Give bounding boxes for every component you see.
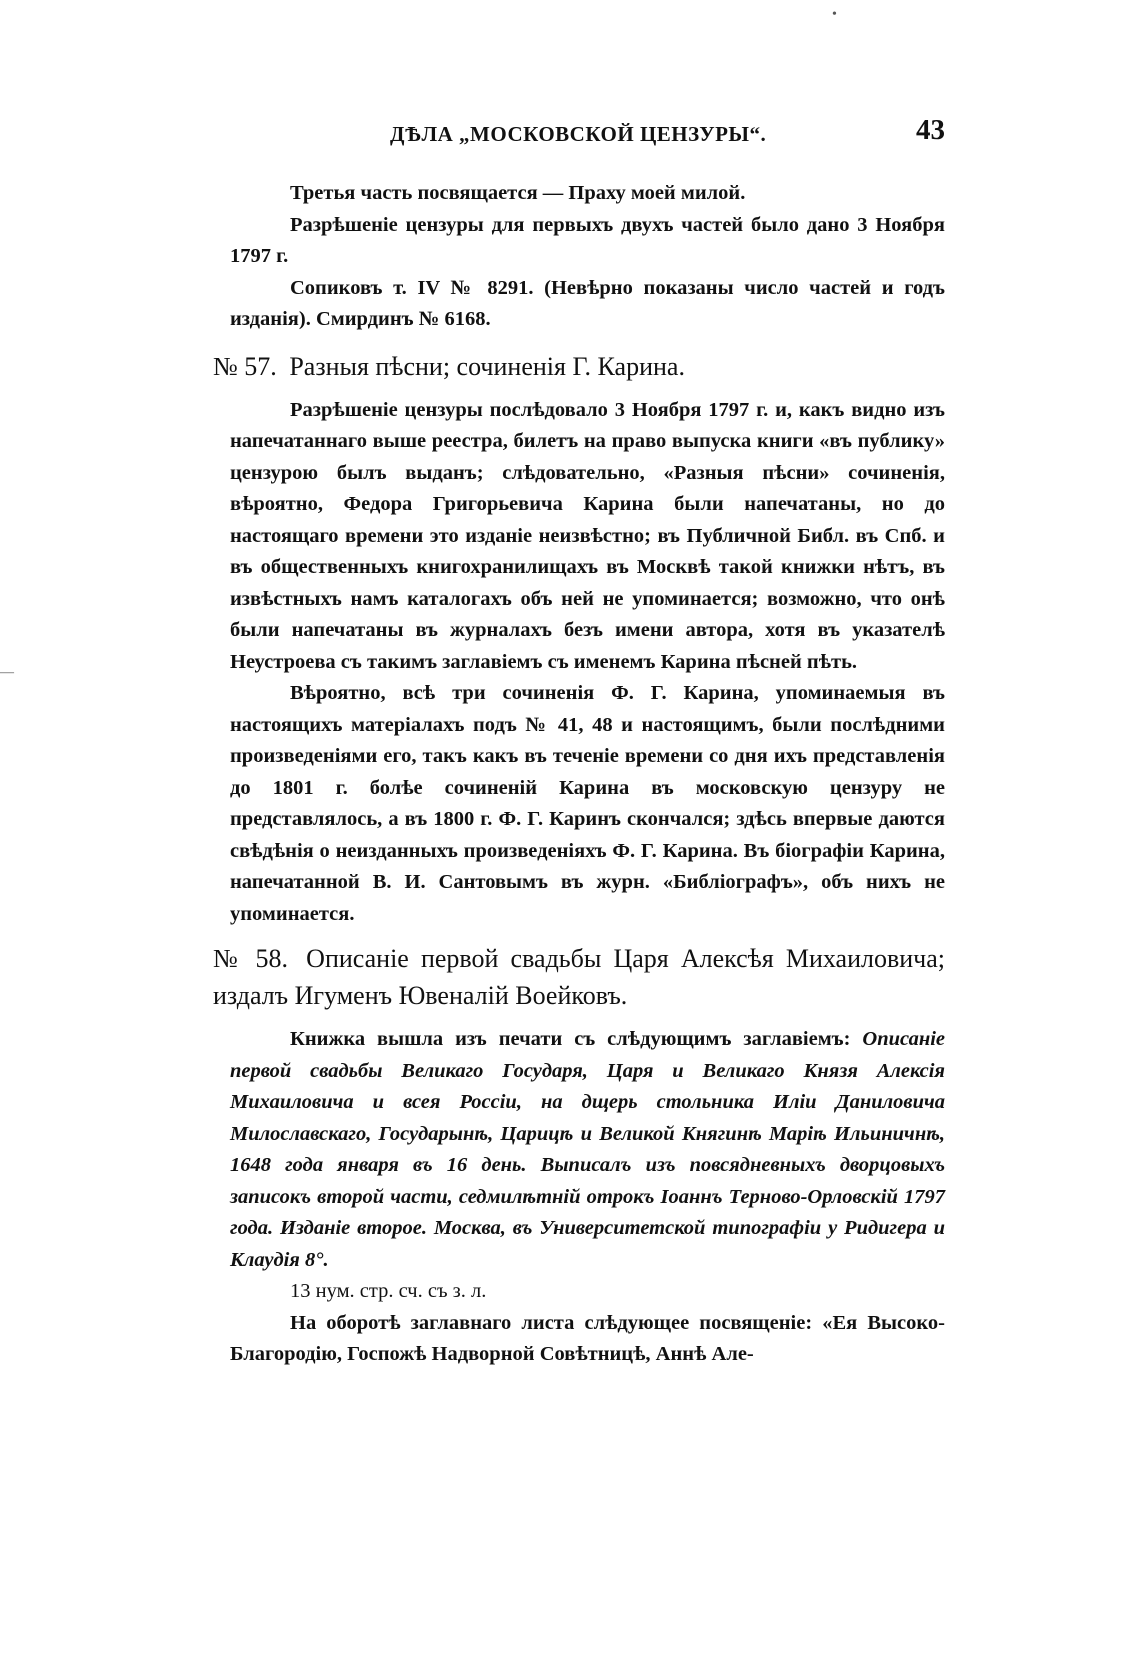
entry-58-heading: [213, 940, 945, 1014]
entry-58-number: № 58.: [213, 944, 289, 973]
entry-58-paragraph-2: На оборотѣ заглавнаго листа слѣдующее посвященіе: «Ея Высоко-Благородію, Госпожѣ Надворной Совѣтницѣ, Аннѣ Але-: [230, 1311, 945, 1365]
page-body: [213, 178, 946, 1371]
running-head: [230, 114, 945, 154]
entry-58-book-title: Описаніе первой свадьбы Великаго Государя, Царя и Великаго Князя Алексія Михаиловича и всея Россіи, на дщерь стольника Иліи Даниловича Милославскаго, Государынѣ, Царицѣ и Великой Княгинѣ Маріѣ Ильиничнѣ, 1648 года января въ 16 день. Выписалъ изъ повсядневныхъ дворцовыхъ записокъ второй части, седмилѣтній отрокъ Іоаннъ Терново-Орловскій 1797 года. Изданіе второе. Москва, въ Университетской типографіи у Ридигера и Клаудія 8°.: [230, 1028, 945, 1271]
entry-58-pagination-note: 13 нум. стр. сч. съ з. л.: [290, 1280, 487, 1302]
entry-58-title: Описаніе первой свадьбы Царя Алексѣя Михаиловича; издалъ Игуменъ Ювеналій Воейковъ.: [213, 944, 946, 1010]
print-speck: —: [0, 665, 14, 680]
entry-57-title: Разныя пѣсни; сочиненія Г. Карина.: [289, 351, 685, 381]
paragraph-references: Сопиковъ т. IV № 8291. (Невѣрно показаны число частей и годъ изданія). Смирдинъ № 6168.: [230, 276, 945, 330]
entry-57-paragraph-2: Вѣроятно, всѣ три сочиненія Ф. Г. Карина, упоминаемыя въ настоящихъ матеріалахъ подъ № 41, 48 и настоящимъ, были послѣдними произведеніями его, такъ какъ въ теченіе времени со дня ихъ представленія до 1801 г. болѣе сочиненій Карина въ московскую цензуру не представлялось, а въ 1800 г. Ф. Г. Каринъ скончался; здѣсь впервые даются свѣдѣнія о неизданныхъ произведеніяхъ Ф. Г. Карина. Въ біографіи Карина, напечатанной В. И. Сантовымъ въ журн. «Библіографъ», объ нихъ не упоминается.: [230, 682, 945, 925]
entry-57-paragraph-1: Разрѣшеніе цензуры послѣдовало 3 Ноября 1797 г. и, какъ видно изъ напечатаннаго выше реестра, билетъ на право выпуска книги «въ публику» цензурою былъ выданъ; слѣдовательно, «Разныя пѣсни» сочиненія, вѣроятно, Федора Григорьевича Карина были напечатаны, но до настоящаго времени это изданіе неизвѣстно; въ Публичной Библ. въ Спб. и въ общественныхъ книгохранилищахъ въ Москвѣ такой книжки нѣтъ, въ извѣстныхъ намъ каталогахъ объ ней не упоминается; возможно, что онѣ были напечатаны въ журналахъ безъ имени автора, хотя въ указателѣ Неустроева съ такимъ заглавіемъ съ именемъ Карина пѣсней пѣть.: [230, 398, 945, 673]
print-speck: •: [832, 7, 837, 22]
paragraph-censorship: Разрѣшеніе цензуры для первыхъ двухъ частей было дано 3 Ноября 1797 г.: [230, 213, 945, 267]
entry-57-heading: [213, 348, 945, 385]
page-number: 43: [916, 114, 945, 146]
running-title: ДѢЛА „МОСКОВСКОЙ ЦЕНЗУРЫ“.: [390, 122, 767, 146]
entry-58-description: [230, 1024, 945, 1276]
entry-58-intro: Книжка вышла изъ печати съ слѣдующимъ заглавіемъ:: [290, 1028, 851, 1050]
paragraph-dedication: Третья часть посвящается — Праху моей милой.: [290, 182, 746, 204]
entry-57-number: № 57.: [213, 351, 277, 381]
